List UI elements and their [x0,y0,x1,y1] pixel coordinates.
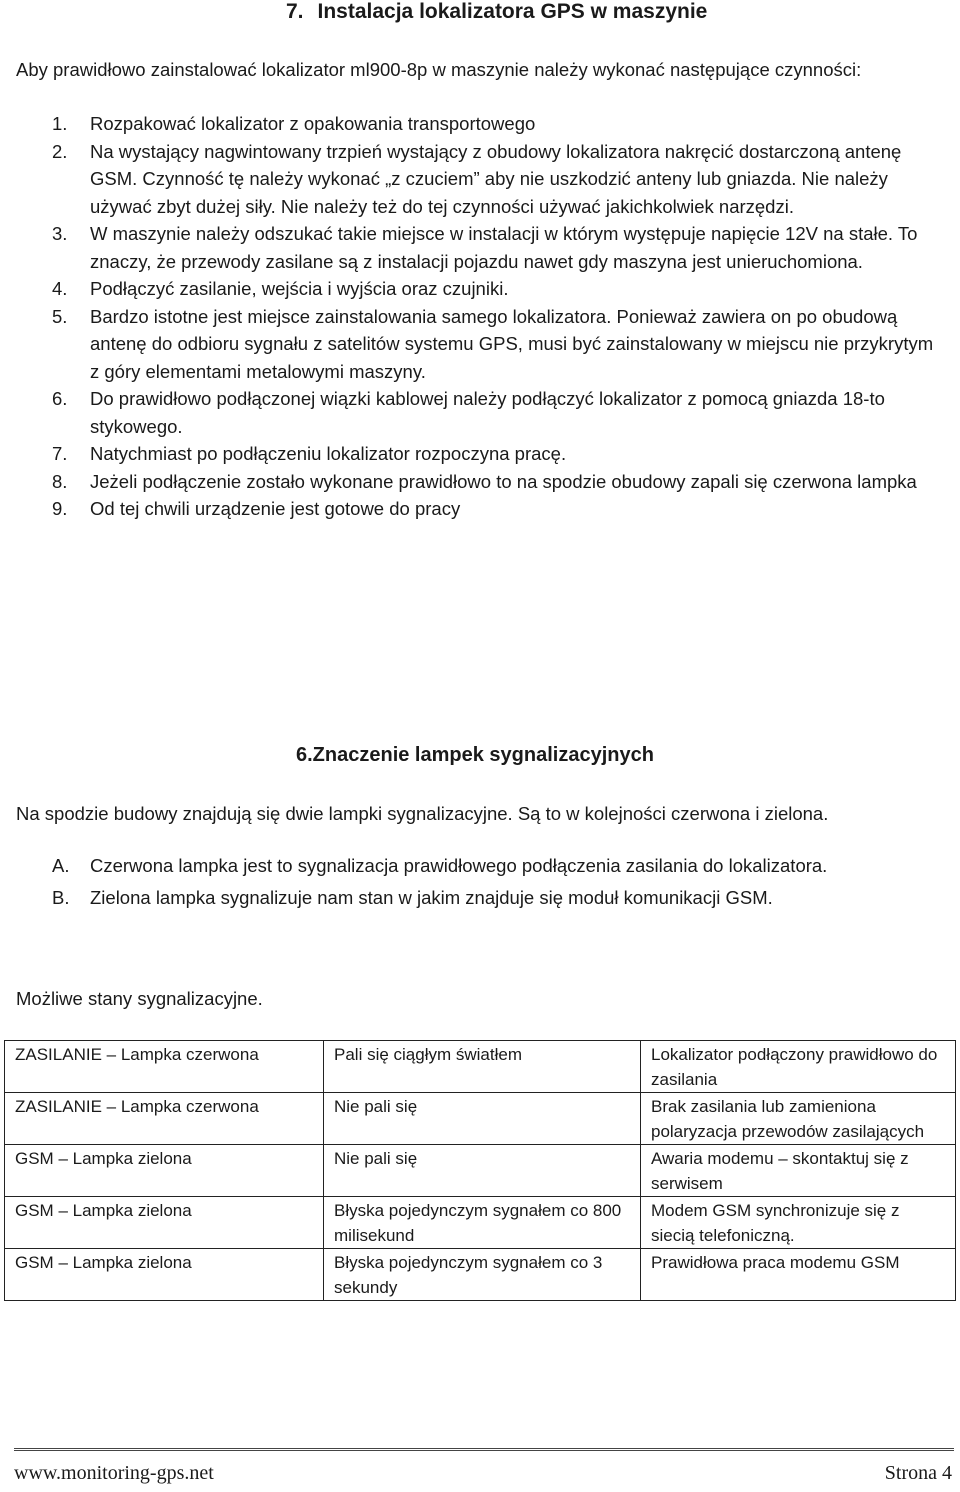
signal-lamps-list [16,850,946,914]
item-text: Czerwona lampka jest to sygnalizacja prawidłowego podłączenia zasilania do lokalizatora. [90,855,828,876]
table-cell-meaning: Modem GSM synchronizuje się z siecią telefoniczną. [641,1197,956,1249]
step-text: Na wystający nagwintowany trzpień wystający z obudowy lokalizatora nakręcić dostarczoną antenę GSM. Czynność tę należy wykonać „z czuciem” aby nie uszkodzić anteny lub gniazda. Nie należy używać zbyt dużej siły. Nie należy też do tej czynności używać jakichkolwiek narzędzi. [90,140,902,217]
step-number: 6. [52,388,68,409]
table-row [5,1041,956,1093]
table-cell-lamp: GSM – Lampka zielona [5,1249,324,1301]
table-cell-state: Błyska pojedynczym sygnałem co 3 sekundy [324,1249,641,1301]
step-text: Od tej chwili urządzenie jest gotowe do pracy [90,498,461,519]
step-number: 5. [52,305,68,327]
section-6-paragraph: Na spodzie budowy znajdują się dwie lampki sygnalizacyjne. Są to w kolejności czerwona i zielona. [16,803,829,824]
step-number: 8. [52,470,68,492]
table-row [5,1197,956,1249]
section-6-title: 6.Znaczenie lampek sygnalizacyjnych [296,744,654,766]
list-item [16,138,940,221]
table-cell-lamp: ZASILANIE – Lampka czerwona [5,1093,324,1145]
table-cell-meaning: Prawidłowa praca modemu GSM [641,1249,956,1301]
table-cell-lamp: GSM – Lampka zielona [5,1145,324,1197]
table-cell-state: Błyska pojedynczym sygnałem co 800 milisekund [324,1197,641,1249]
states-title: Możliwe stany sygnalizacyjne. [16,988,263,1009]
step-text: W maszynie należy odszukać takie miejsce w instalacji w którym występuje napięcie 12V na stałe. To znaczy, że przewody zasilane są z instalacji pojazdu nawet gdy maszyna jest unieruchomiona. [90,223,918,272]
item-letter: B. [52,887,70,908]
step-number: 1. [52,113,68,134]
installation-steps-list [16,110,940,523]
section-7-intro: Aby prawidłowo zainstalować lokalizator ml900-8p w maszynie należy wykonać następujące czynności: [16,59,862,80]
list-item [16,850,946,882]
table-cell-meaning: Lokalizator podłączony prawidłowo do zasilania [641,1041,956,1093]
table-cell-state: Nie pali się [324,1093,641,1145]
table-cell-lamp: ZASILANIE – Lampka czerwona [5,1041,324,1093]
step-text: Bardzo istotne jest miejsce zainstalowania samego lokalizatora. Ponieważ zawiera on po obudową antenę do odbioru sygnału z satelitów systemu GPS, musi być zainstalowany w miejscu nie przykrytym z góry elementami metalowymi maszyny. [90,305,934,382]
section-7-heading [286,0,707,24]
table-row [5,1249,956,1301]
step-number: 2. [52,140,68,162]
list-item [16,220,940,275]
table-cell-meaning: Brak zasilania lub zamieniona polaryzacja przewodów zasilających [641,1093,956,1145]
list-item [16,495,940,523]
step-number: 9. [52,498,68,519]
step-text: Podłączyć zasilanie, wejścia i wyjścia oraz czujniki. [90,278,509,299]
footer-page-number: Strona 4 [884,1462,952,1484]
step-number: 4. [52,278,68,299]
footer-divider [14,1448,954,1451]
list-item [16,468,940,496]
step-number: 3. [52,223,68,244]
item-text: Zielona lampka sygnalizuje nam stan w jakim znajduje się moduł komunikacji GSM. [90,887,773,908]
list-item [16,440,940,468]
list-item [16,385,940,440]
table-cell-meaning: Awaria modemu – skontaktuj się z serwisem [641,1145,956,1197]
list-item [16,110,940,138]
step-text: Jeżeli podłączenie zostało wykonane prawidłowo to na spodzie obudowy zapali się czerwona lampka [90,470,917,492]
step-text: Do prawidłowo podłączonej wiązki kablowej należy podłączyć lokalizator z pomocą gniazda 18-to stykowego. [90,388,885,437]
table-row [5,1093,956,1145]
table-cell-state: Pali się ciągłym światłem [324,1041,641,1093]
step-text: Rozpakować lokalizator z opakowania transportowego [90,113,536,134]
step-number: 7. [52,443,68,464]
footer-website: www.monitoring-gps.net [14,1462,214,1484]
table-row [5,1145,956,1197]
list-item [16,303,940,386]
table-cell-state: Nie pali się [324,1145,641,1197]
signal-states-table [4,1040,956,1301]
table-cell-lamp: GSM – Lampka zielona [5,1197,324,1249]
section-7-title: Instalacja lokalizatora GPS w maszynie [317,0,708,23]
step-text: Natychmiast po podłączeniu lokalizator rozpoczyna pracę. [90,443,567,464]
item-letter: A. [52,855,70,876]
list-item [16,275,940,303]
section-7-number: 7. [286,0,304,23]
list-item [16,882,946,914]
